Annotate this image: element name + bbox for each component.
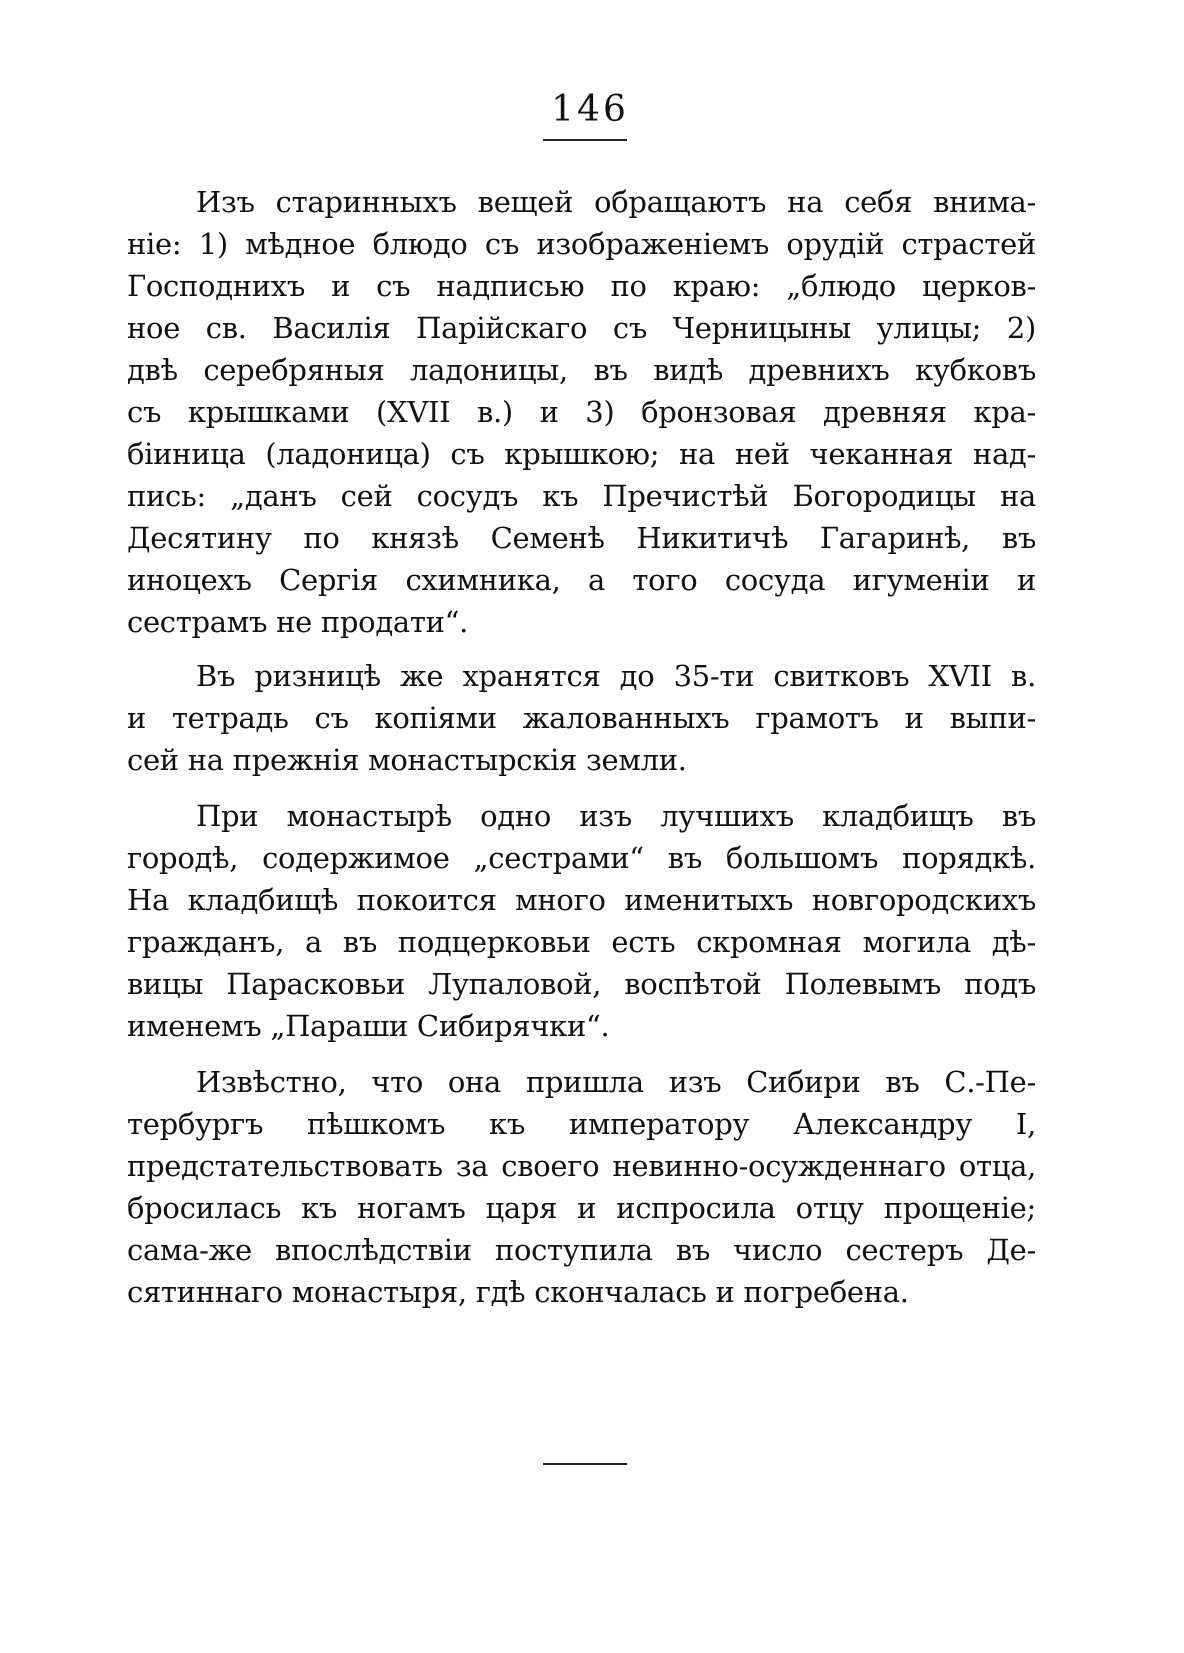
text-line: именемъ „Параши Сибирячки“.: [127, 1009, 610, 1043]
text-line: пись: „данъ сей сосудъ къ Пречистѣй Богородицы на: [127, 479, 1036, 513]
text-line: сей на прежнія монастырскія земли.: [127, 743, 687, 777]
text-line: ніе: 1) мѣдное блюдо съ изображеніемъ орудій страстей: [127, 227, 1036, 261]
text-line: біиница (ладоница) съ крышкою; на ней чеканная над-: [127, 437, 1036, 471]
text-line: ное св. Василія Парійскаго съ Черницыны улицы; 2): [127, 311, 1036, 345]
text-line: Господнихъ и съ надписью по краю: „блюдо церков-: [127, 269, 1036, 303]
footer-rule: [543, 1463, 627, 1465]
text-line: При монастырѣ одно изъ лучшихъ кладбищъ въ: [196, 799, 1036, 833]
text-line: На кладбищѣ покоится много именитыхъ новгородскихъ: [127, 883, 1036, 917]
text-line: тербургъ пѣшкомъ къ императору Александру I,: [127, 1107, 1036, 1141]
text-line: Десятину по князѣ Семенѣ Никитичѣ Гагаринѣ, въ: [127, 521, 1036, 555]
text-line: и тетрадь съ копіями жалованныхъ грамотъ и выпи-: [127, 701, 1036, 735]
text-line: двѣ серебряныя ладоницы, въ видѣ древнихъ кубковъ: [127, 353, 1036, 387]
text-line: сятиннаго монастыря, гдѣ скончалась и погребена.: [127, 1275, 909, 1309]
text-line: Изъ старинныхъ вещей обращаютъ на себя внима-: [196, 185, 1036, 219]
header-rule: [543, 139, 627, 141]
text-line: съ крышками (XVII в.) и 3) бронзовая древняя кра-: [127, 395, 1036, 429]
text-line: вицы Парасковьи Лупаловой, воспѣтой Полевымъ подъ: [127, 967, 1036, 1001]
text-line: сестрамъ не продати“.: [127, 605, 469, 639]
text-line: Въ ризницѣ же хранятся до 35-ти свитковъ XVII в.: [196, 659, 1036, 693]
text-line: бросилась къ ногамъ царя и испросила отцу прощеніе;: [127, 1191, 1036, 1225]
text-line: гражданъ, а въ подцерковьи есть скромная могила дѣ-: [127, 925, 1036, 959]
page-number: 146: [551, 89, 629, 130]
text-line: иноцехъ Сергія схимника, а того сосуда игуменіи и: [127, 563, 1036, 597]
text-line: предстательствовать за своего невинно-осужденнаго отца,: [127, 1149, 1036, 1183]
text-line: Извѣстно, что она пришла изъ Сибири въ С.-Пе-: [196, 1065, 1036, 1099]
text-line: городѣ, содержимое „сестрами“ въ большомъ порядкѣ.: [127, 841, 1036, 875]
text-line: сама-же впослѣдствіи поступила въ число сестеръ Де-: [127, 1233, 1036, 1267]
